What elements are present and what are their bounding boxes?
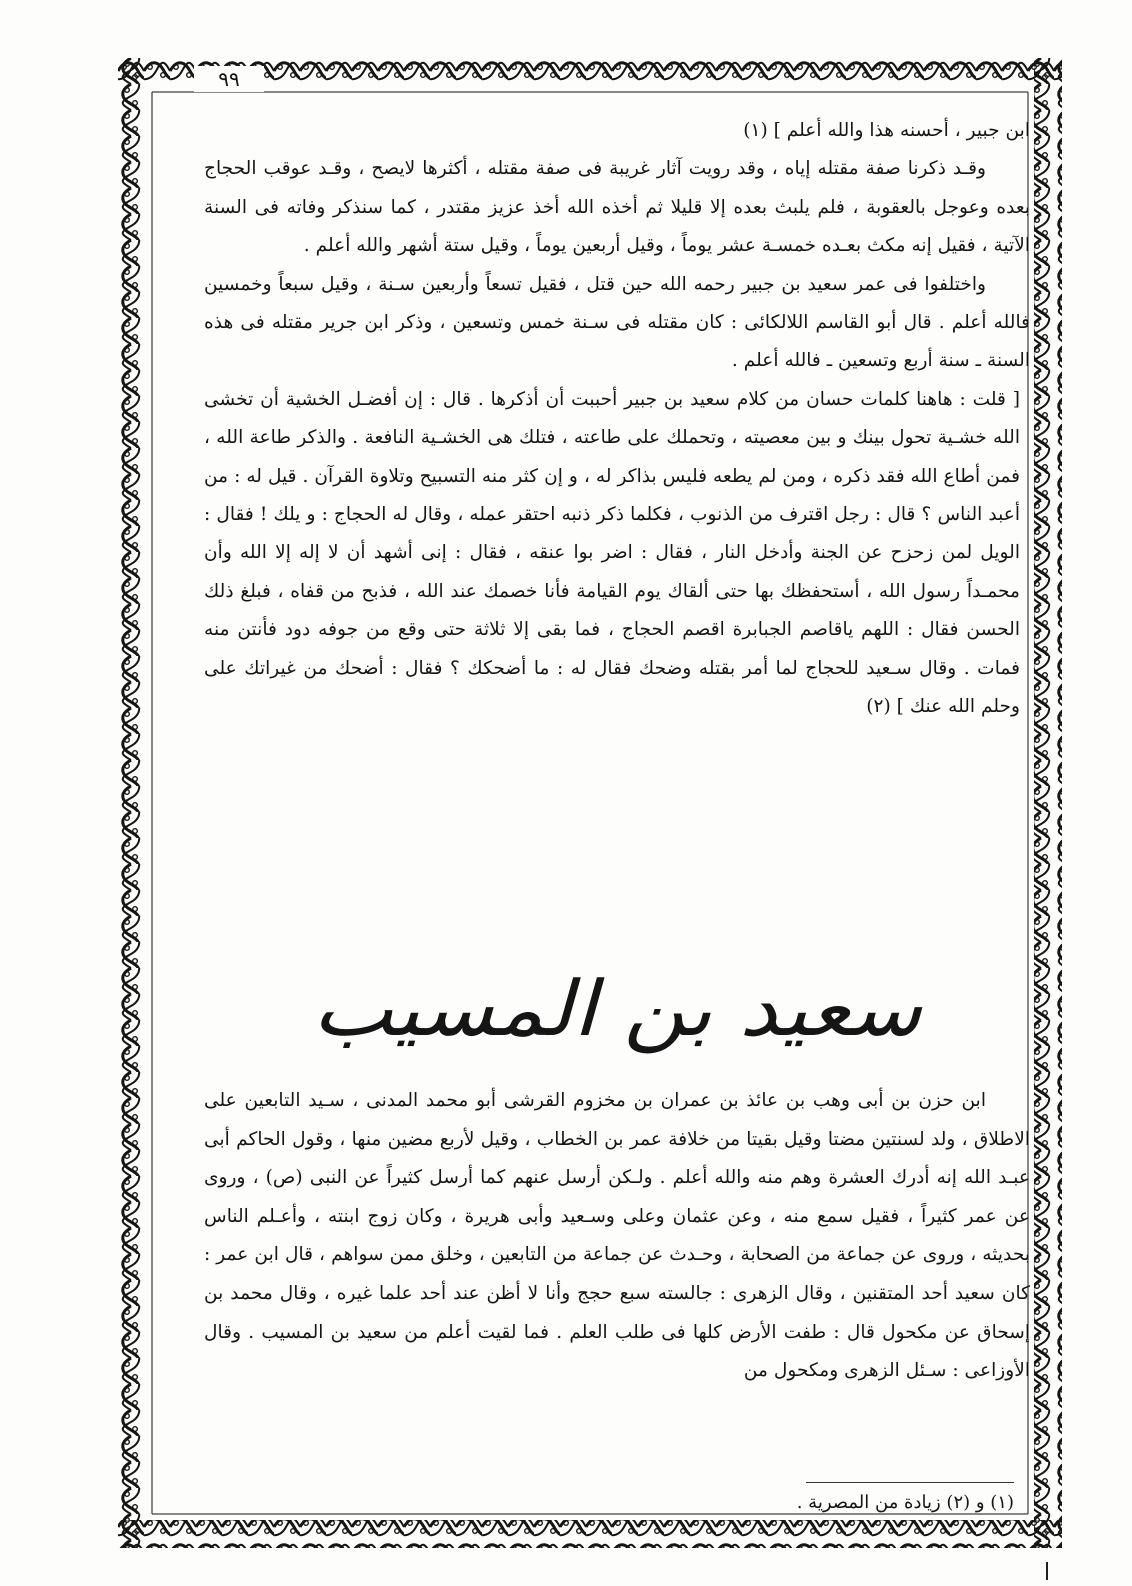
section-text bbox=[204, 1082, 1030, 1391]
footnote: (١) و (٢) زيادة من المصرية . bbox=[796, 1492, 1014, 1513]
main-text bbox=[204, 112, 1030, 727]
section-paragraph-1: ابن حزن بن أبى وهب بن عائذ بن عمران بن مخزوم القرشى أبو محمد المدنى ، سـيد التابعين على الاطلاق ، ولد لسنتين مضتا وقيل بقيتا من خلافة عمر بن الخطاب ، وقيل لأربع مضين منها ، وقول الحاكم أبى عبـد الله إنه أدرك العشرة وهم منه والله أعلم . ولـكن أرسل عنهم كما أرسل كثيراً عن النبى (ص) ، وروى عن عمر كثيراً ، فقيل سمع منه ، وعن عثمان وعلى وسـعيد وأبى هريرة ، وكان زوج ابنته ، وأعـلم الناس بحديثه ، وروى عن جماعة من الصحابة ، وحـدث عن جماعة من التابعين ، وخلق ممن سواهم ، قال ابن عمر : كان سعيد أحد المتقنين ، وقال الزهرى : جالسته سبع حجج وأنا لا أظن عند أحد علما غيره ، وقال محمد بن إسحاق عن مكحول قال : طفت الأرض كلها فى طلب العلم . فما لقيت أعلم من سعيد بن المسيب . وقال الأوزاعى : سـئل الزهرى ومكحول من bbox=[204, 1090, 1030, 1382]
section-heading-text: سعيد بن المسيب bbox=[312, 964, 922, 1053]
paragraph-1: ابن جبير ، أحسنه هذا والله أعلم ] (١) bbox=[743, 120, 1030, 141]
footnote-divider bbox=[806, 1482, 1014, 1483]
paragraph-2: وقـد ذكرنا صفة مقتله إياه ، وقد رويت آثار غريبة فى صفة مقتله ، أكثرها لايصح ، وقـد عوقب الحجاج بعده وعوجل بالعقوبة ، فلم يلبث بعده إلا قليلا ثم أخذه الله أخذ عزيز مقتدر ، كما سنذكر وفاته فى السنة الآتية ، فقيل إنه مكث بعـده خمسـة عشر يوماً ، وقيل أربعين يوماً ، وقيل ستة أشهر والله أعلم . bbox=[204, 158, 1030, 257]
page-corner-mark bbox=[1046, 1562, 1048, 1580]
section-heading bbox=[204, 948, 1030, 1070]
paragraph-3: واختلفوا فى عمر سعيد بن جبير رحمه الله حين قتل ، فقيل تسعاً وأربعين سـنة ، وقيل سبعاً وخمسين فالله أعلم . قال أبو القاسم اللالكائى : كان مقتله فى سـنة خمس وتسعين ، وذكر ابن جرير مقتله فى هذه السنة ـ سنة أربع وتسعين ـ فالله أعلم . bbox=[204, 273, 1030, 372]
page-number: ٩٩ bbox=[194, 66, 264, 92]
paragraph-4: [ قلت : هاهنا كلمات حسان من كلام سعيد بن جبير أحببت أن أذكرها . قال : إن أفضـل الخشية أن تخشى الله خشـية تحول بينك و بين معصيته ، وتحملك على طاعته ، فتلك هى الخشـية النافعة . والذكر طاعة الله ، فمن أطاع الله فقد ذكره ، ومن لم يطعه فليس بذاكر له ، و إن كثر منه التسبيح وتلاوة القرآن . قيل له : من أعبد الناس ؟ قال : رجل اقترف من الذنوب ، فكلما ذكر ذنبه احتقر عمله ، وقال له الحجاج : و يلك ! فقال : الويل لمن زحزح عن الجنة وأدخل النار ، فقال : اضر بوا عنقه ، فقال : إنى أشهد أن لا إله إلا الله وأن محمـداً رسول الله ، أستحفظك بها حتى ألقاك يوم القيامة فأنا خصمك عند الله ، فذبح من قفاه ، فبلغ ذلك الحسن فقال : اللهم ياقاصم الجبابرة اقصم الحجاج ، فما بقى إلا ثلاثة حتى وقع من جوفه دود فأنتن منه فمات . وقال سـعيد للحجاج لما أمر بقتله وضحك فقال له : ما أضحكك ؟ فقال : أضحك من غيراتك على وحلم الله عنك ] (٢) bbox=[204, 388, 1020, 718]
